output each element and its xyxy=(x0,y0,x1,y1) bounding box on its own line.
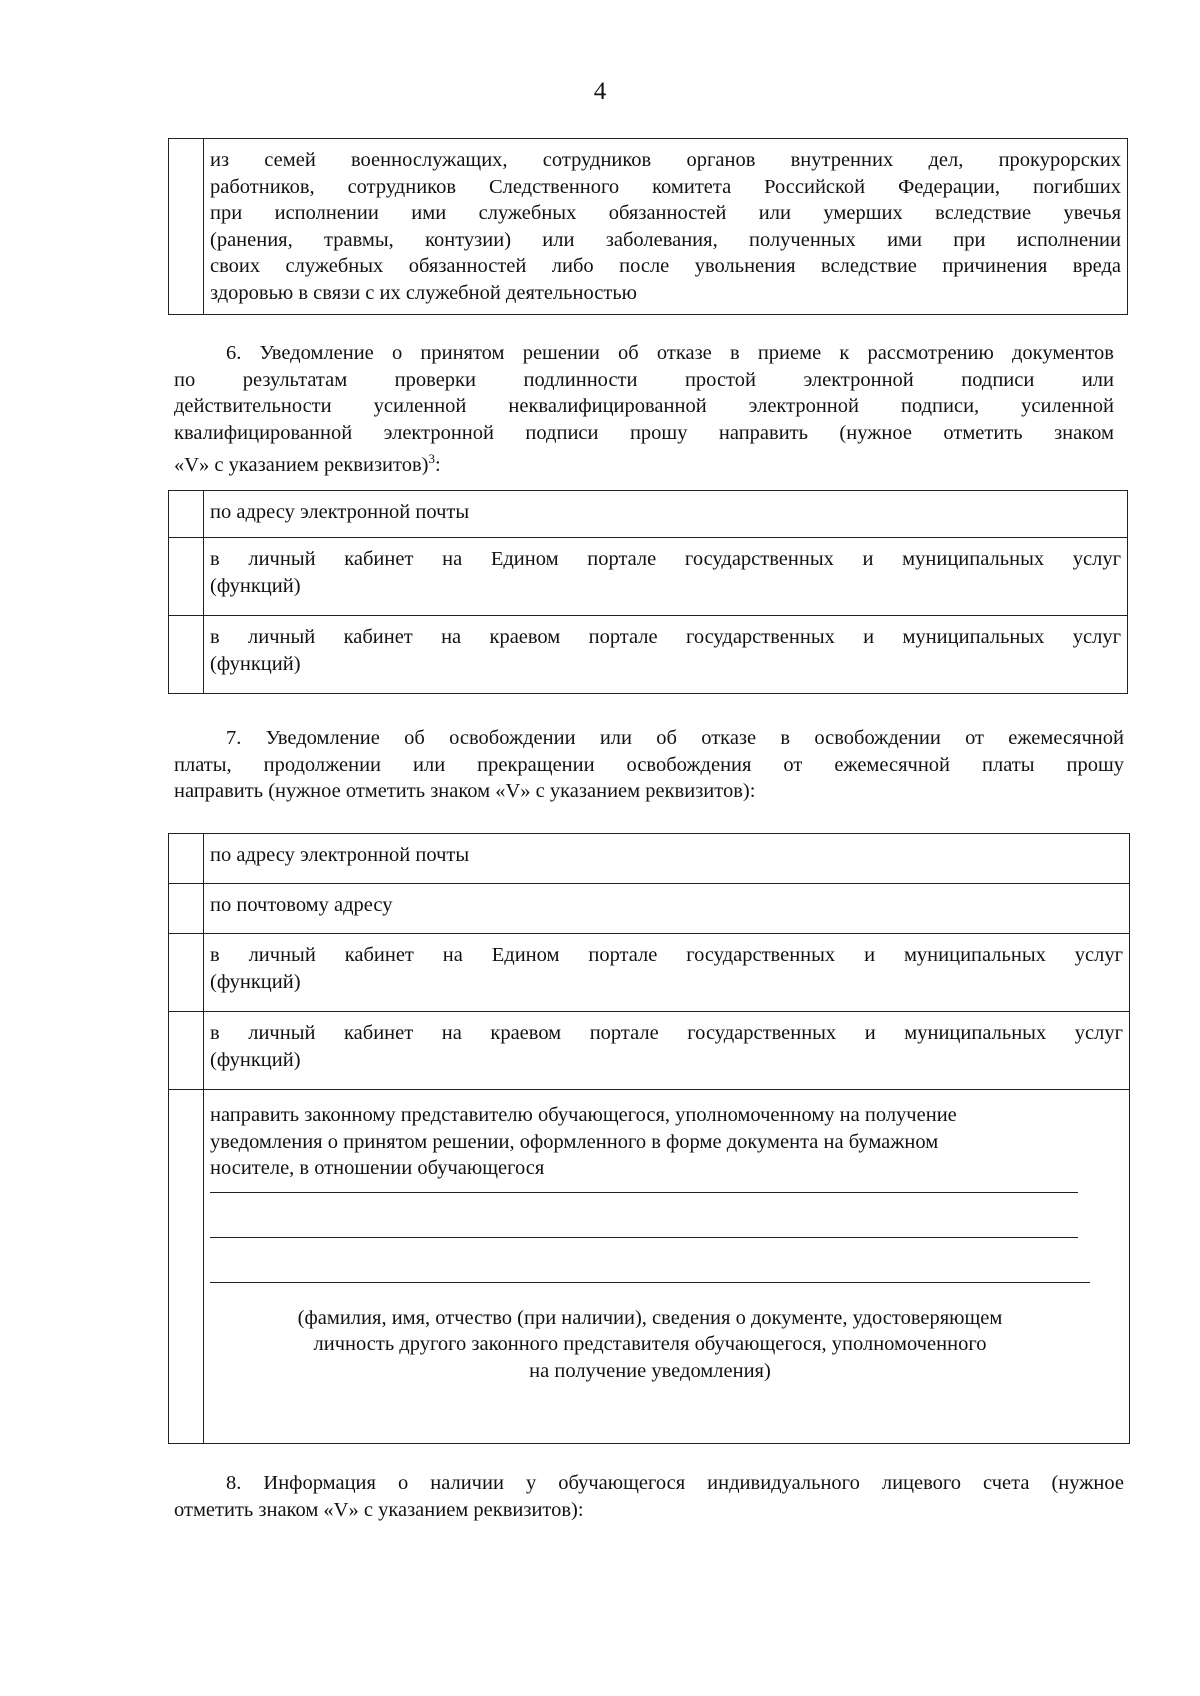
option-federal-portal xyxy=(204,934,1130,1012)
table-row xyxy=(169,834,1130,884)
option-email xyxy=(204,834,1130,884)
text-line: действительности усиленной неквалифицированной электронной подписи, усиленной xyxy=(174,395,1114,417)
table-row xyxy=(169,491,1128,538)
table-row xyxy=(169,139,1128,315)
representative-caption xyxy=(210,1305,1090,1385)
text-line: по адресу электронной почты xyxy=(210,844,470,866)
checkbox-cell[interactable] xyxy=(169,884,204,934)
text-line: по адресу электронной почты xyxy=(210,501,470,523)
text-line: (функций) xyxy=(210,652,301,675)
option-email xyxy=(204,491,1128,538)
text-line: платы, продолжении или прекращении освобождения от ежемесячной платы прошу xyxy=(174,753,1124,776)
checkbox-cell[interactable] xyxy=(169,1090,204,1444)
table-row xyxy=(169,538,1128,616)
option-postal xyxy=(204,884,1130,934)
text-line: по результатам проверки подлинности простой электронной подписи или xyxy=(174,368,1114,391)
blank-lines xyxy=(210,1182,1078,1283)
text-line: в личный кабинет на краевом портале государственных и муниципальных услуг xyxy=(210,626,1121,648)
text-line: (ранения, травмы, контузии) или заболевания, полученных ими при исполнении xyxy=(210,228,1121,251)
section-8-text xyxy=(174,1470,1124,1523)
text-line: из семей военнослужащих, сотрудников органов внутренних дел, прокурорских xyxy=(210,149,1121,171)
text-fragment: «V» с указанием реквизитов) xyxy=(174,453,429,476)
text-line: уведомления о принятом решении, оформленного в форме документа на бумажном xyxy=(210,1130,939,1153)
text-line: 7. Уведомление об освобождении или об отказе в освобождении от ежемесячной xyxy=(226,727,1124,749)
text-line: работников, сотрудников Следственного комитета Российской Федерации, погибших xyxy=(210,175,1121,198)
section-7-options xyxy=(168,833,1130,1444)
text-line: на получение уведомления) xyxy=(529,1359,771,1382)
option-federal-portal xyxy=(204,538,1128,616)
checkbox-cell[interactable] xyxy=(169,834,204,884)
text-line: своих служебных обязанностей либо после увольнения вследствие причинения вреда xyxy=(210,255,1121,277)
table-row xyxy=(169,934,1130,1012)
table-row xyxy=(169,1012,1130,1090)
text-line: в личный кабинет на Едином портале государственных и муниципальных услуг xyxy=(210,548,1121,570)
text-line: (функций) xyxy=(210,970,301,993)
text-line: (функций) xyxy=(210,574,301,597)
checkbox-cell[interactable] xyxy=(169,1012,204,1090)
table-row xyxy=(169,1090,1130,1444)
text-line: здоровью в связи с их служебной деятельностью xyxy=(210,281,637,304)
option-regional-portal xyxy=(204,616,1128,694)
category-text xyxy=(204,139,1128,315)
category-table xyxy=(168,138,1128,315)
text-line: в личный кабинет на краевом портале государственных и муниципальных услуг xyxy=(210,1022,1123,1044)
text-line: при исполнении ими служебных обязанностей или умерших вследствие увечья xyxy=(210,202,1121,224)
blank-line[interactable] xyxy=(210,1193,1078,1238)
section-7-text xyxy=(174,725,1124,805)
text-line: (фамилия, имя, отчество (при наличии), сведения о документе, удостоверяющем xyxy=(297,1306,1003,1329)
blank-line[interactable] xyxy=(210,1182,1078,1193)
text-line xyxy=(174,446,1114,478)
table-row xyxy=(169,616,1128,694)
text-line: отметить знаком «V» с указанием реквизитов): xyxy=(174,1498,584,1521)
checkbox-cell[interactable] xyxy=(169,139,204,315)
text-line: в личный кабинет на Едином портале государственных и муниципальных услуг xyxy=(210,944,1123,966)
text-line: 6. Уведомление о принятом решении об отказе в приеме к рассмотрению документов xyxy=(226,342,1114,364)
checkbox-cell[interactable] xyxy=(169,616,204,694)
text-line: личность другого законного представителя обучающегося, уполномоченного xyxy=(313,1333,987,1355)
section-6-text xyxy=(174,340,1114,478)
section-6-options xyxy=(168,490,1128,694)
text-line: направить (нужное отметить знаком «V» с указанием реквизитов): xyxy=(174,780,756,802)
text-line: (функций) xyxy=(210,1048,301,1071)
checkbox-cell[interactable] xyxy=(169,934,204,1012)
checkbox-cell[interactable] xyxy=(169,491,204,538)
page-number: 4 xyxy=(593,78,607,105)
text-line: направить законному представителю обучающегося, уполномоченному на получение xyxy=(210,1104,957,1126)
option-representative xyxy=(204,1090,1130,1444)
text-fragment: : xyxy=(434,453,441,476)
text-line: по почтовому адресу xyxy=(210,894,393,916)
footnote-mark: 3 xyxy=(428,451,435,466)
text-line: квалифицированной электронной подписи прошу направить (нужное отметить знаком xyxy=(174,421,1114,444)
text-line: 8. Информация о наличии у обучающегося индивидуального лицевого счета (нужное xyxy=(226,1472,1124,1494)
table-row xyxy=(169,884,1130,934)
blank-line[interactable] xyxy=(210,1238,1090,1283)
option-regional-portal xyxy=(204,1012,1130,1090)
text-line: носителе, в отношении обучающегося xyxy=(210,1157,545,1179)
checkbox-cell[interactable] xyxy=(169,538,204,616)
